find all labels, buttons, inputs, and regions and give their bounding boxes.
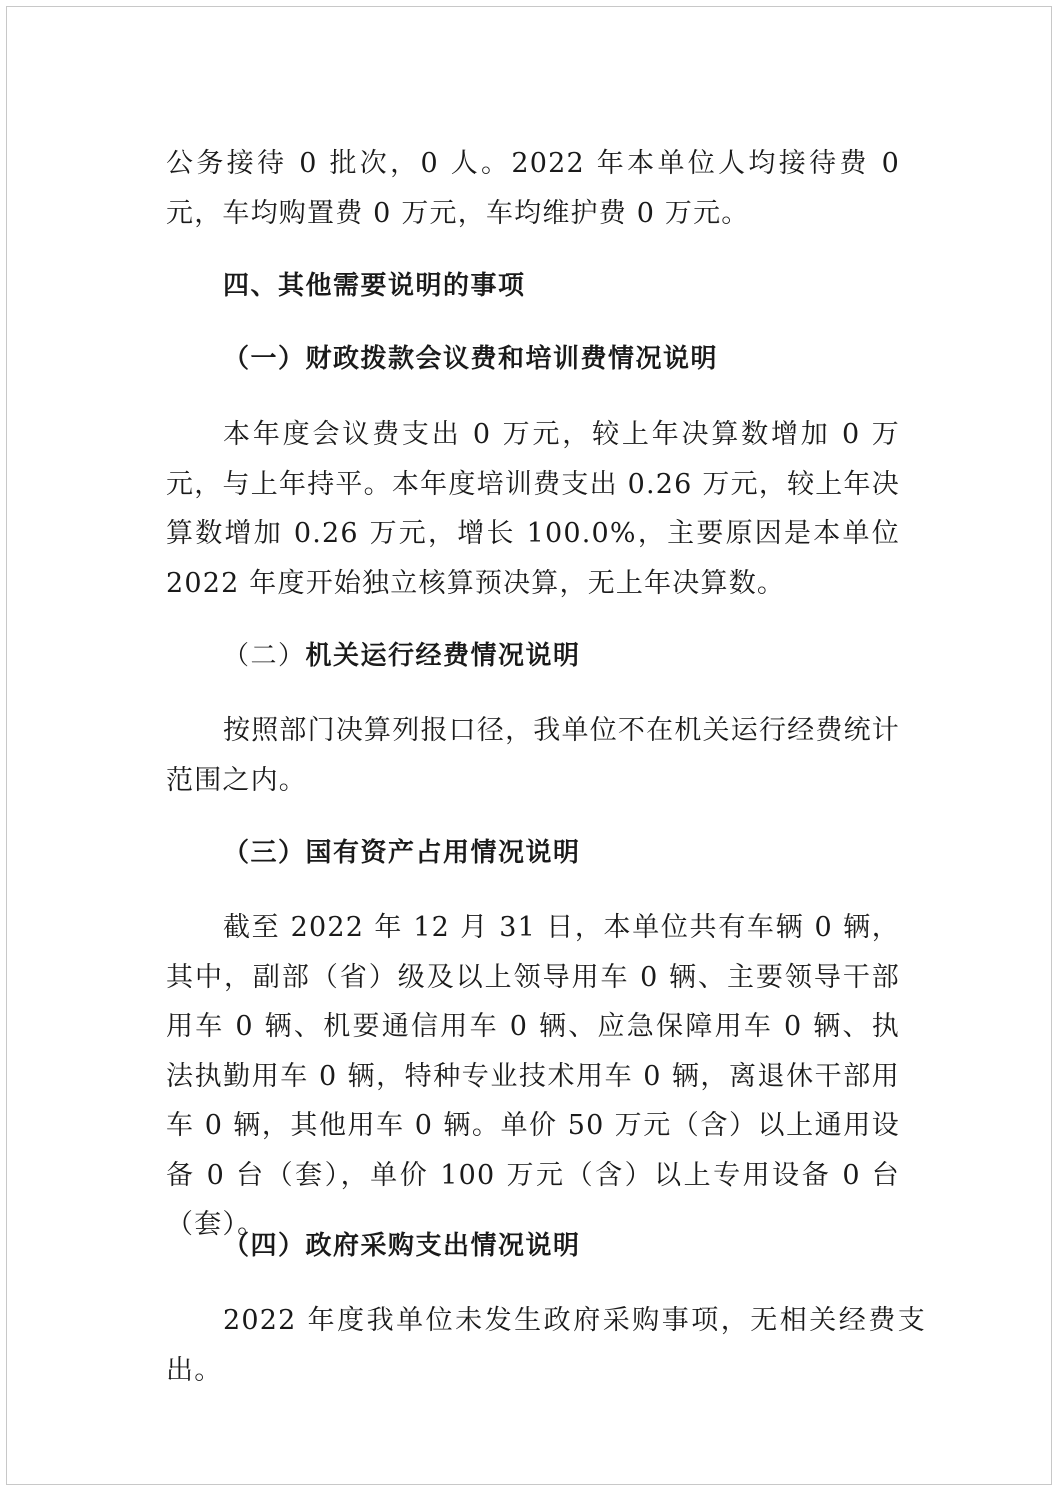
sub-heading-meeting-training: （一）财政拨款会议费和培训费情况说明 [223,344,719,374]
paragraph-reception-summary: 公务接待 0 批次，0 人。2022 年本单位人均接待费 0 元，车均购置费 0 万元，车均维护费 0 万元。 [166,148,900,229]
sub-heading-operating-costs-title: 机关运行经费情况说明 [305,641,581,671]
sub-heading-government-procurement: （四）政府采购支出情况说明 [223,1231,581,1261]
paragraph-state-assets: 截至 2022 年 12 月 31 日，本单位共有车辆 0 辆，其中，副部（省）级及以上领导用车 0 辆、主要领导干部用车 0 辆、机要通信用车 0 辆、应急保障用车 0 辆、执法执勤用车 0 辆，特种专业技术用车 0 辆，离退休干部用车 0 辆，其他用车 0 辆。单价 50 万元（含）以上通用设备 0 台（套），单价 100 万元（含）以上专用设备 0 台（套）。 [166,912,900,1240]
paragraph-government-procurement: 2022 年度我单位未发生政府采购事项，无相关经费支出。 [166,1305,926,1386]
sub-heading-operating-costs [166,636,900,676]
paragraph-meeting-training: 本年度会议费支出 0 万元，较上年决算数增加 0 万元，与上年持平。本年度培训费支出 0.26 万元，较上年决算数增加 0.26 万元，增长 100.0%，主要原因是本单位 2022 年度开始独立核算预决算，无上年决算数。 [166,419,900,599]
paragraph-operating-costs: 按照部门决算列报口径，我单位不在机关运行经费统计范围之内。 [166,715,900,796]
sub-heading-state-assets: （三）国有资产占用情况说明 [223,838,581,868]
section-four-heading: 四、其他需要说明的事项 [223,271,526,301]
sub-heading-operating-costs-prefix: （二） [223,641,306,671]
